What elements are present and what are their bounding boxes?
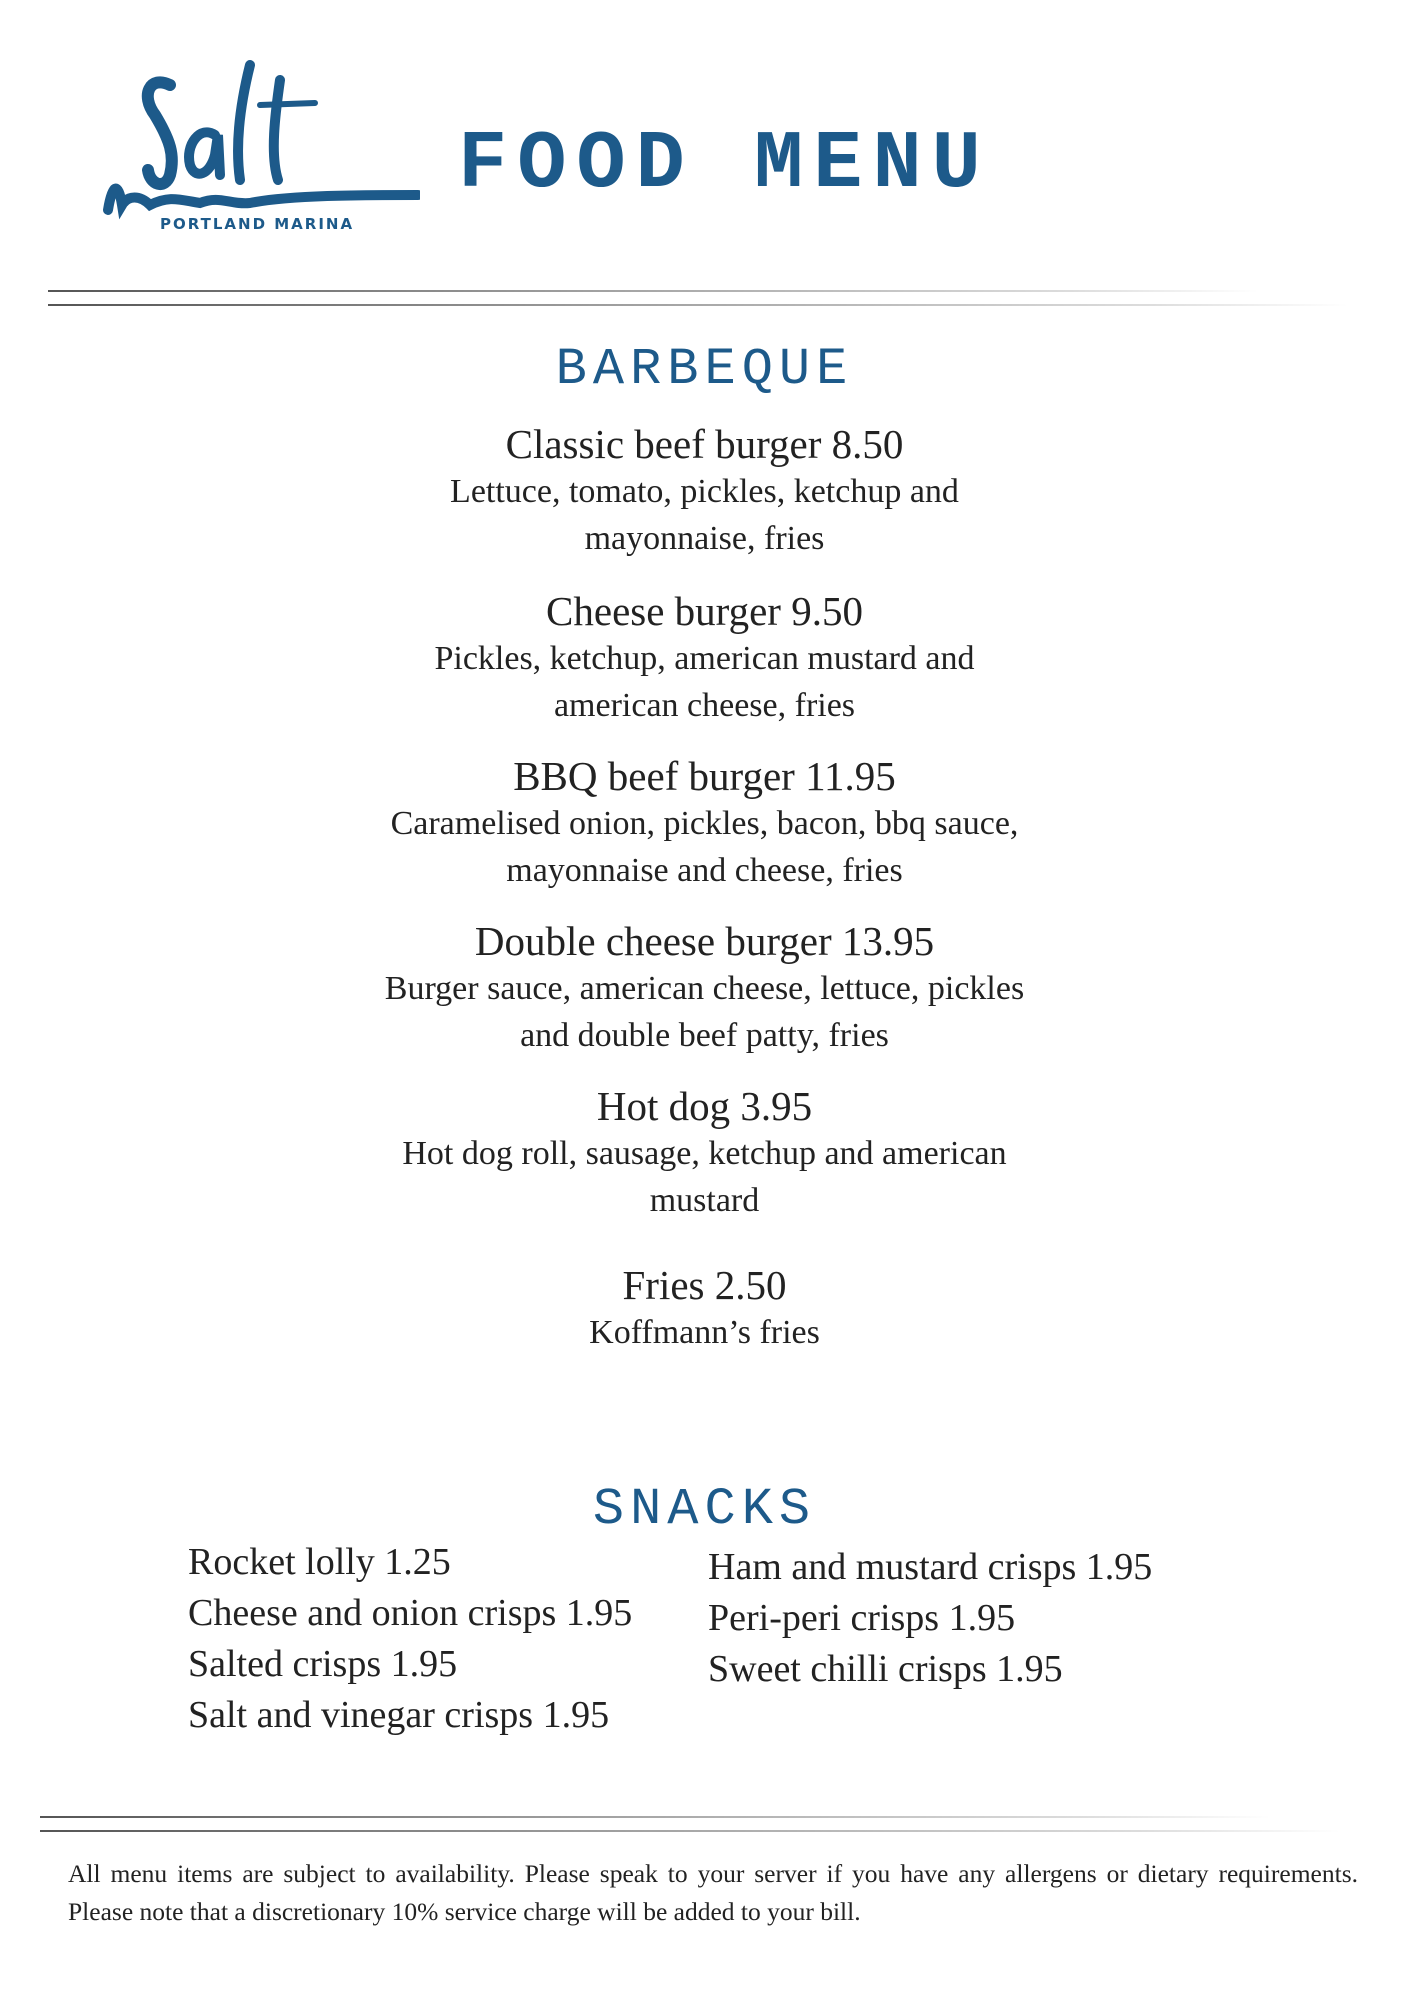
menu-item-title: BBQ beef burger 11.95	[513, 753, 896, 799]
menu-item-description: Lettuce, tomato, pickles, ketchup and mayonnaise, fries	[450, 473, 959, 557]
menu-item	[0, 1261, 1409, 1356]
menu-item-title: Cheese burger 9.50	[546, 588, 863, 634]
menu-item-description: Hot dog roll, sausage, ketchup and american mustard	[402, 1135, 1007, 1219]
menu-item	[0, 917, 1409, 1059]
header-divider-bottom	[48, 304, 1348, 306]
menu-item-description: Koffmann’s fries	[589, 1314, 820, 1351]
menu-item-title: Double cheese burger 13.95	[474, 918, 935, 964]
logo-subtitle: PORTLAND MARINA	[160, 215, 355, 233]
menu-item	[0, 420, 1409, 562]
footer-divider-bottom	[40, 1830, 1340, 1832]
snacks-left-column	[188, 1537, 632, 1741]
section-heading-barbeque: BARBEQUE	[555, 340, 854, 399]
menu-item	[0, 1082, 1409, 1224]
menu-item-title: Classic beef burger 8.50	[505, 421, 904, 467]
menu-item-description: Caramelised onion, pickles, bacon, bbq sauce, mayonnaise and cheese, fries	[390, 805, 1019, 889]
snack-item: Sweet chilli crisps 1.95	[708, 1648, 1063, 1690]
snack-item: Salted crisps 1.95	[188, 1643, 458, 1685]
menu-item-description: Pickles, ketchup, american mustard and american cheese, fries	[434, 640, 975, 724]
menu-item-title: Hot dog 3.95	[596, 1083, 813, 1129]
snack-item: Salt and vinegar crisps 1.95	[188, 1694, 610, 1736]
section-heading-snacks: SNACKS	[592, 1480, 817, 1539]
footer-divider-top	[40, 1816, 1270, 1818]
snacks-right-column	[708, 1542, 1152, 1695]
snack-item: Cheese and onion crisps 1.95	[188, 1592, 633, 1634]
page-title: FOOD MENU	[458, 118, 991, 211]
snack-item: Peri-peri crisps 1.95	[708, 1597, 1016, 1639]
menu-item	[0, 587, 1409, 729]
footer-note: All menu items are subject to availability. Please speak to your server if you have any allergens or dietary requirements. Please note that a discretionary 10% service charge will be added to your bill.	[68, 1859, 1358, 1926]
snack-item: Ham and mustard crisps 1.95	[708, 1546, 1153, 1588]
menu-item-description: Burger sauce, american cheese, lettuce, pickles and double beef patty, fries	[384, 970, 1025, 1054]
menu-item	[0, 752, 1409, 894]
salt-script-wave-logo-icon	[100, 55, 420, 220]
menu-item-title: Fries 2.50	[622, 1262, 787, 1308]
snack-item: Rocket lolly 1.25	[188, 1541, 451, 1583]
salt-logo	[100, 55, 420, 240]
header-divider-top	[48, 290, 1258, 292]
